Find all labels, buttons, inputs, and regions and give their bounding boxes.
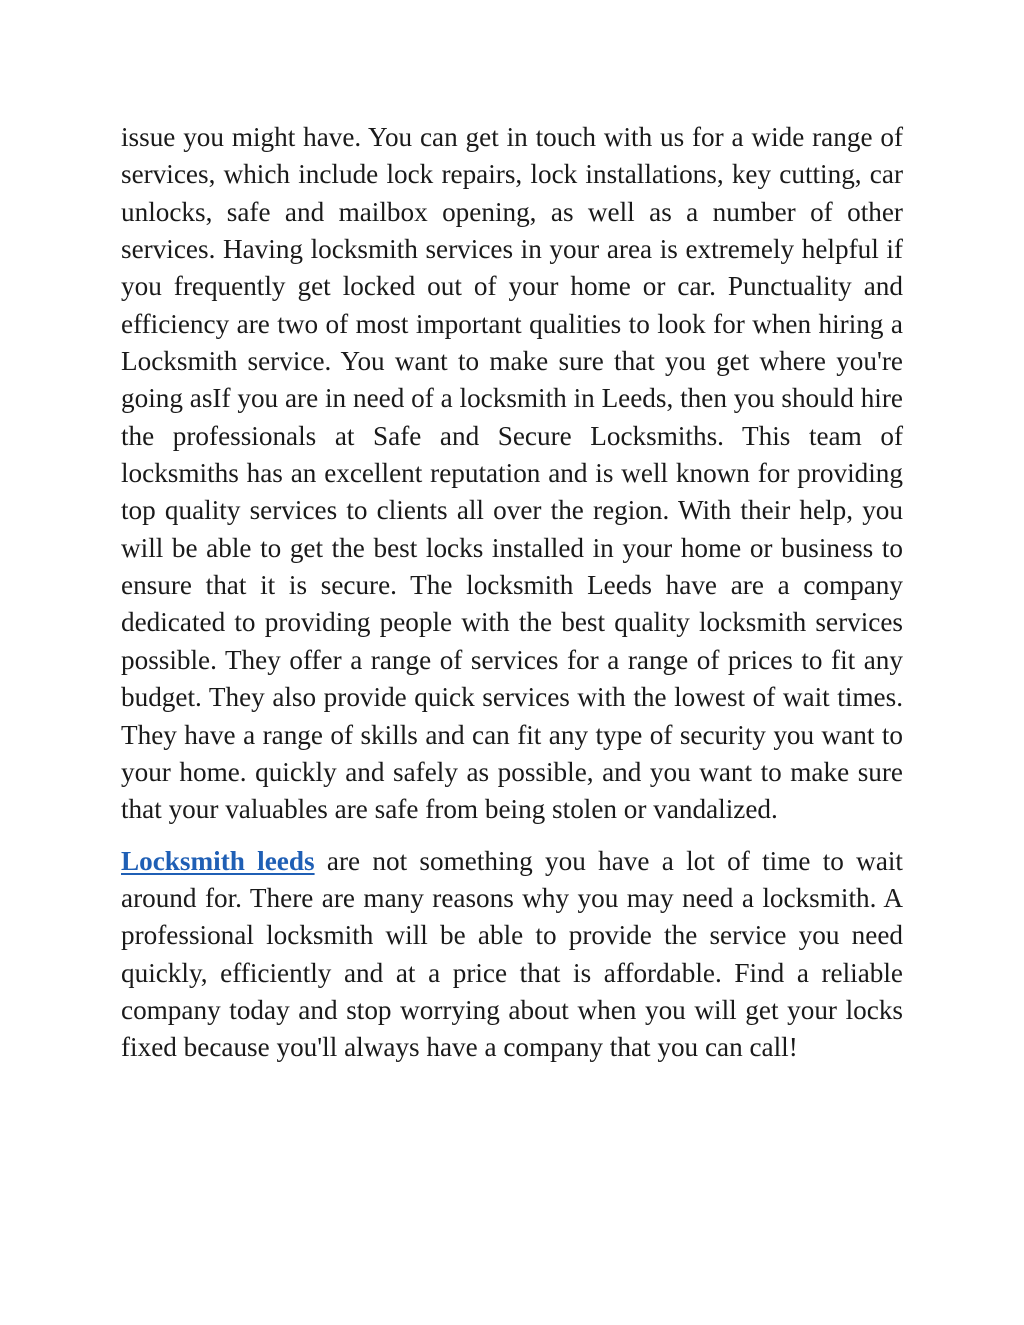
paragraph-locksmith-leeds-text: are not something you have a lot of time to wait around for. There are many reasons why you may need a locksmith. A professional locksmith will be able to provide the service you need quickly, efficiently and at a price that is affordable. Find a reliable company today and stop worrying about when you will get your locks fixed because you'll always have a company that you can call! — [121, 845, 903, 1063]
paragraph-services: issue you might have. You can get in touch with us for a wide range of services, which include lock repairs, lock installations, key cutting, car unlocks, safe and mailbox opening, as well as a number of other services. Having locksmith services in your area is extremely helpful if you frequently get locked out of your home or car. Punctuality and efficiency are two of most important qualities to look for when hiring a Locksmith service. You want to make sure that you get where you're going asIf you are in need of a locksmith in Leeds, then you should hire the professionals at Safe and Secure Locksmiths. This team of locksmiths has an excellent reputation and is well known for providing top quality services to clients all over the region. With their help, you will be able to get the best locks installed in your home or business to ensure that it is secure. The locksmith Leeds have are a company dedicated to providing people with the best quality locksmith services possible. They offer a range of services for a range of prices to fit any budget. They also provide quick services with the lowest of wait times. They have a range of skills and can fit any type of security you want to your home. quickly and safely as possible, and you want to make sure that your valuables are safe from being stolen or vandalized. — [121, 122, 903, 825]
locksmith-leeds-link[interactable]: Locksmith leeds — [121, 845, 315, 876]
paragraph-locksmith-leeds — [121, 843, 903, 1067]
document-body — [121, 119, 903, 1067]
